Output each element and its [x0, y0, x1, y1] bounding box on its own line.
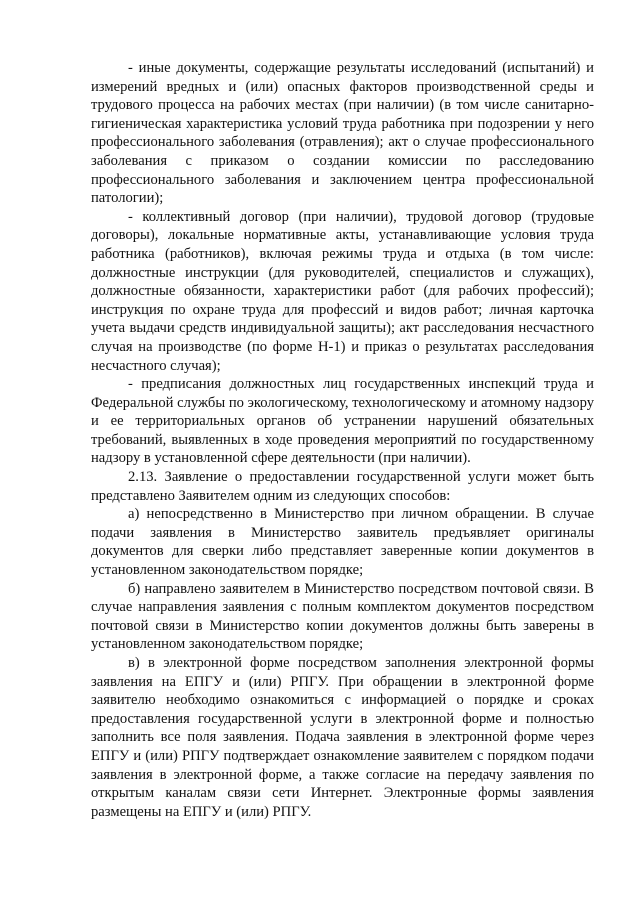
paragraph-method-a: а) непосредственно в Министерство при личном обращении. В случае подачи заявления в Министерство заявитель предъявляет оригиналы документов для сверки либо представляет заверенные копии документов в установленном законодательством порядке;: [91, 506, 594, 579]
paragraph-collective-agreement: - коллективный договор (при наличии), трудовой договор (трудовые договоры), локальные нормативные акты, устанавливающие условия труда работника (работников), включая режимы труда и отдыха (в том числе: должностные инструкции (для руководителей, специалистов и служащих), должностные обязанности, характеристики работ (для рабочих профессий); инструкция по охране труда для профессий и видов работ; личная карточка учета выдачи средств индивидуальной защиты); акт расследования несчастного случая на производстве (по форме Н-1) и приказ о результатах расследования несчастного случая);: [91, 208, 594, 374]
paragraph-method-c: в) в электронной форме посредством заполнения электронной формы заявления на ЕПГУ и (или) РПГУ. При обращении в электронной форме заявителю необходимо ознакомиться с информацией о порядке и сроках предоставления государственной услуги в электронной форме и полностью заполнить все поля заявления. Подача заявления в электронной форме через ЕПГУ и (или) РПГУ подтверждает ознакомление заявителем с порядком подачи заявления в электронной форме, а также согласие на передачу заявления по открытым каналам связи сети Интернет. Электронные формы заявления размещены на ЕПГУ и (или) РПГУ.: [91, 655, 594, 820]
paragraph-inspection-orders: - предписания должностных лиц государственных инспекций труда и Федеральной службы по экологическому, технологическому и атомному надзору и ее территориальных органов об устранении нарушений обязательных требований, выявленных в ходе проведения мероприятий по государственному надзору в установленной сфере деятельности (при наличии).: [91, 376, 594, 467]
paragraph-other-documents: - иные документы, содержащие результаты исследований (испытаний) и измерений вредных и (или) опасных факторов производственной среды и трудового процесса на рабочих местах (при наличии) (в том числе санитарно-гигиеническая характеристика условий труда работника при подозрении у него профессионального заболевания (отравления); акт о случае профессионального заболевания с приказом о создании комиссии по расследованию профессионального заболевания и заключением центра профессиональной патологии);: [91, 60, 594, 207]
paragraph-method-b: б) направлено заявителем в Министерство посредством почтовой связи. В случае направления заявления с полным комплектом документов посредством почтовой связи в Министерство копии документов должны быть заверены в установленном законодательством порядке;: [91, 580, 594, 653]
paragraph-section-2-13: 2.13. Заявление о предоставлении государственной услуги может быть представлено Заявителем одним из следующих способов:: [91, 469, 594, 504]
